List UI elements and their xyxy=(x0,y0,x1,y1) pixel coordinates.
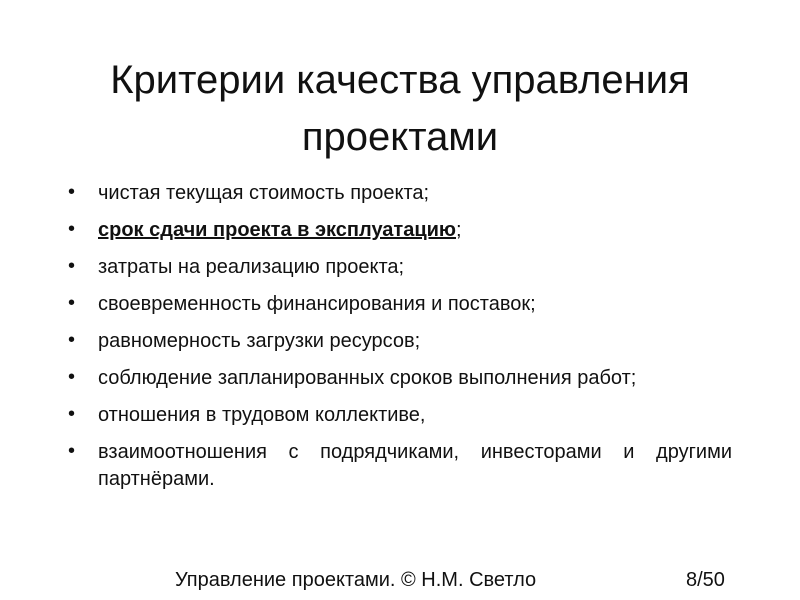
list-item xyxy=(68,402,732,429)
list-item xyxy=(68,439,732,493)
bullet-icon: • xyxy=(68,292,76,314)
list-item xyxy=(68,254,732,281)
bullet-icon: • xyxy=(68,440,76,462)
bullet-icon: • xyxy=(68,403,76,425)
list-item xyxy=(68,328,732,355)
list-item xyxy=(68,217,732,244)
footer-text: Управление проектами. © Н.М. Светло xyxy=(175,569,537,591)
list-item-text: равномерность загрузки ресурсов; xyxy=(98,330,421,352)
slide-title: Критерии качества управления проектами xyxy=(110,58,690,159)
list-item-text: срок сдачи проекта в эксплуатацию xyxy=(98,219,457,241)
bullet-icon: • xyxy=(68,218,76,240)
list-item-text: чистая текущая стоимость проекта; xyxy=(98,182,430,204)
list-item xyxy=(68,180,732,207)
bullet-icon: • xyxy=(68,366,76,388)
list-item-text: своевременность финансирования и поставок; xyxy=(98,293,536,315)
bullet-icon: • xyxy=(68,181,76,203)
list-item xyxy=(68,291,732,318)
list-item-text: соблюдение запланированных сроков выполнения работ; xyxy=(98,367,637,389)
bullet-icon: • xyxy=(68,329,76,351)
list-item-suffix: ; xyxy=(456,219,462,241)
list-item-text: затраты на реализацию проекта; xyxy=(98,256,405,278)
list-item-text: отношения в трудовом коллективе, xyxy=(98,404,426,426)
bullet-icon: • xyxy=(68,255,76,277)
list-item-text: взаимоотношения с подрядчиками, инвесторами и другими партнёрами. xyxy=(98,441,732,490)
list-item xyxy=(68,365,732,392)
page-number: 8/50 xyxy=(686,569,725,591)
criteria-list xyxy=(68,180,732,503)
